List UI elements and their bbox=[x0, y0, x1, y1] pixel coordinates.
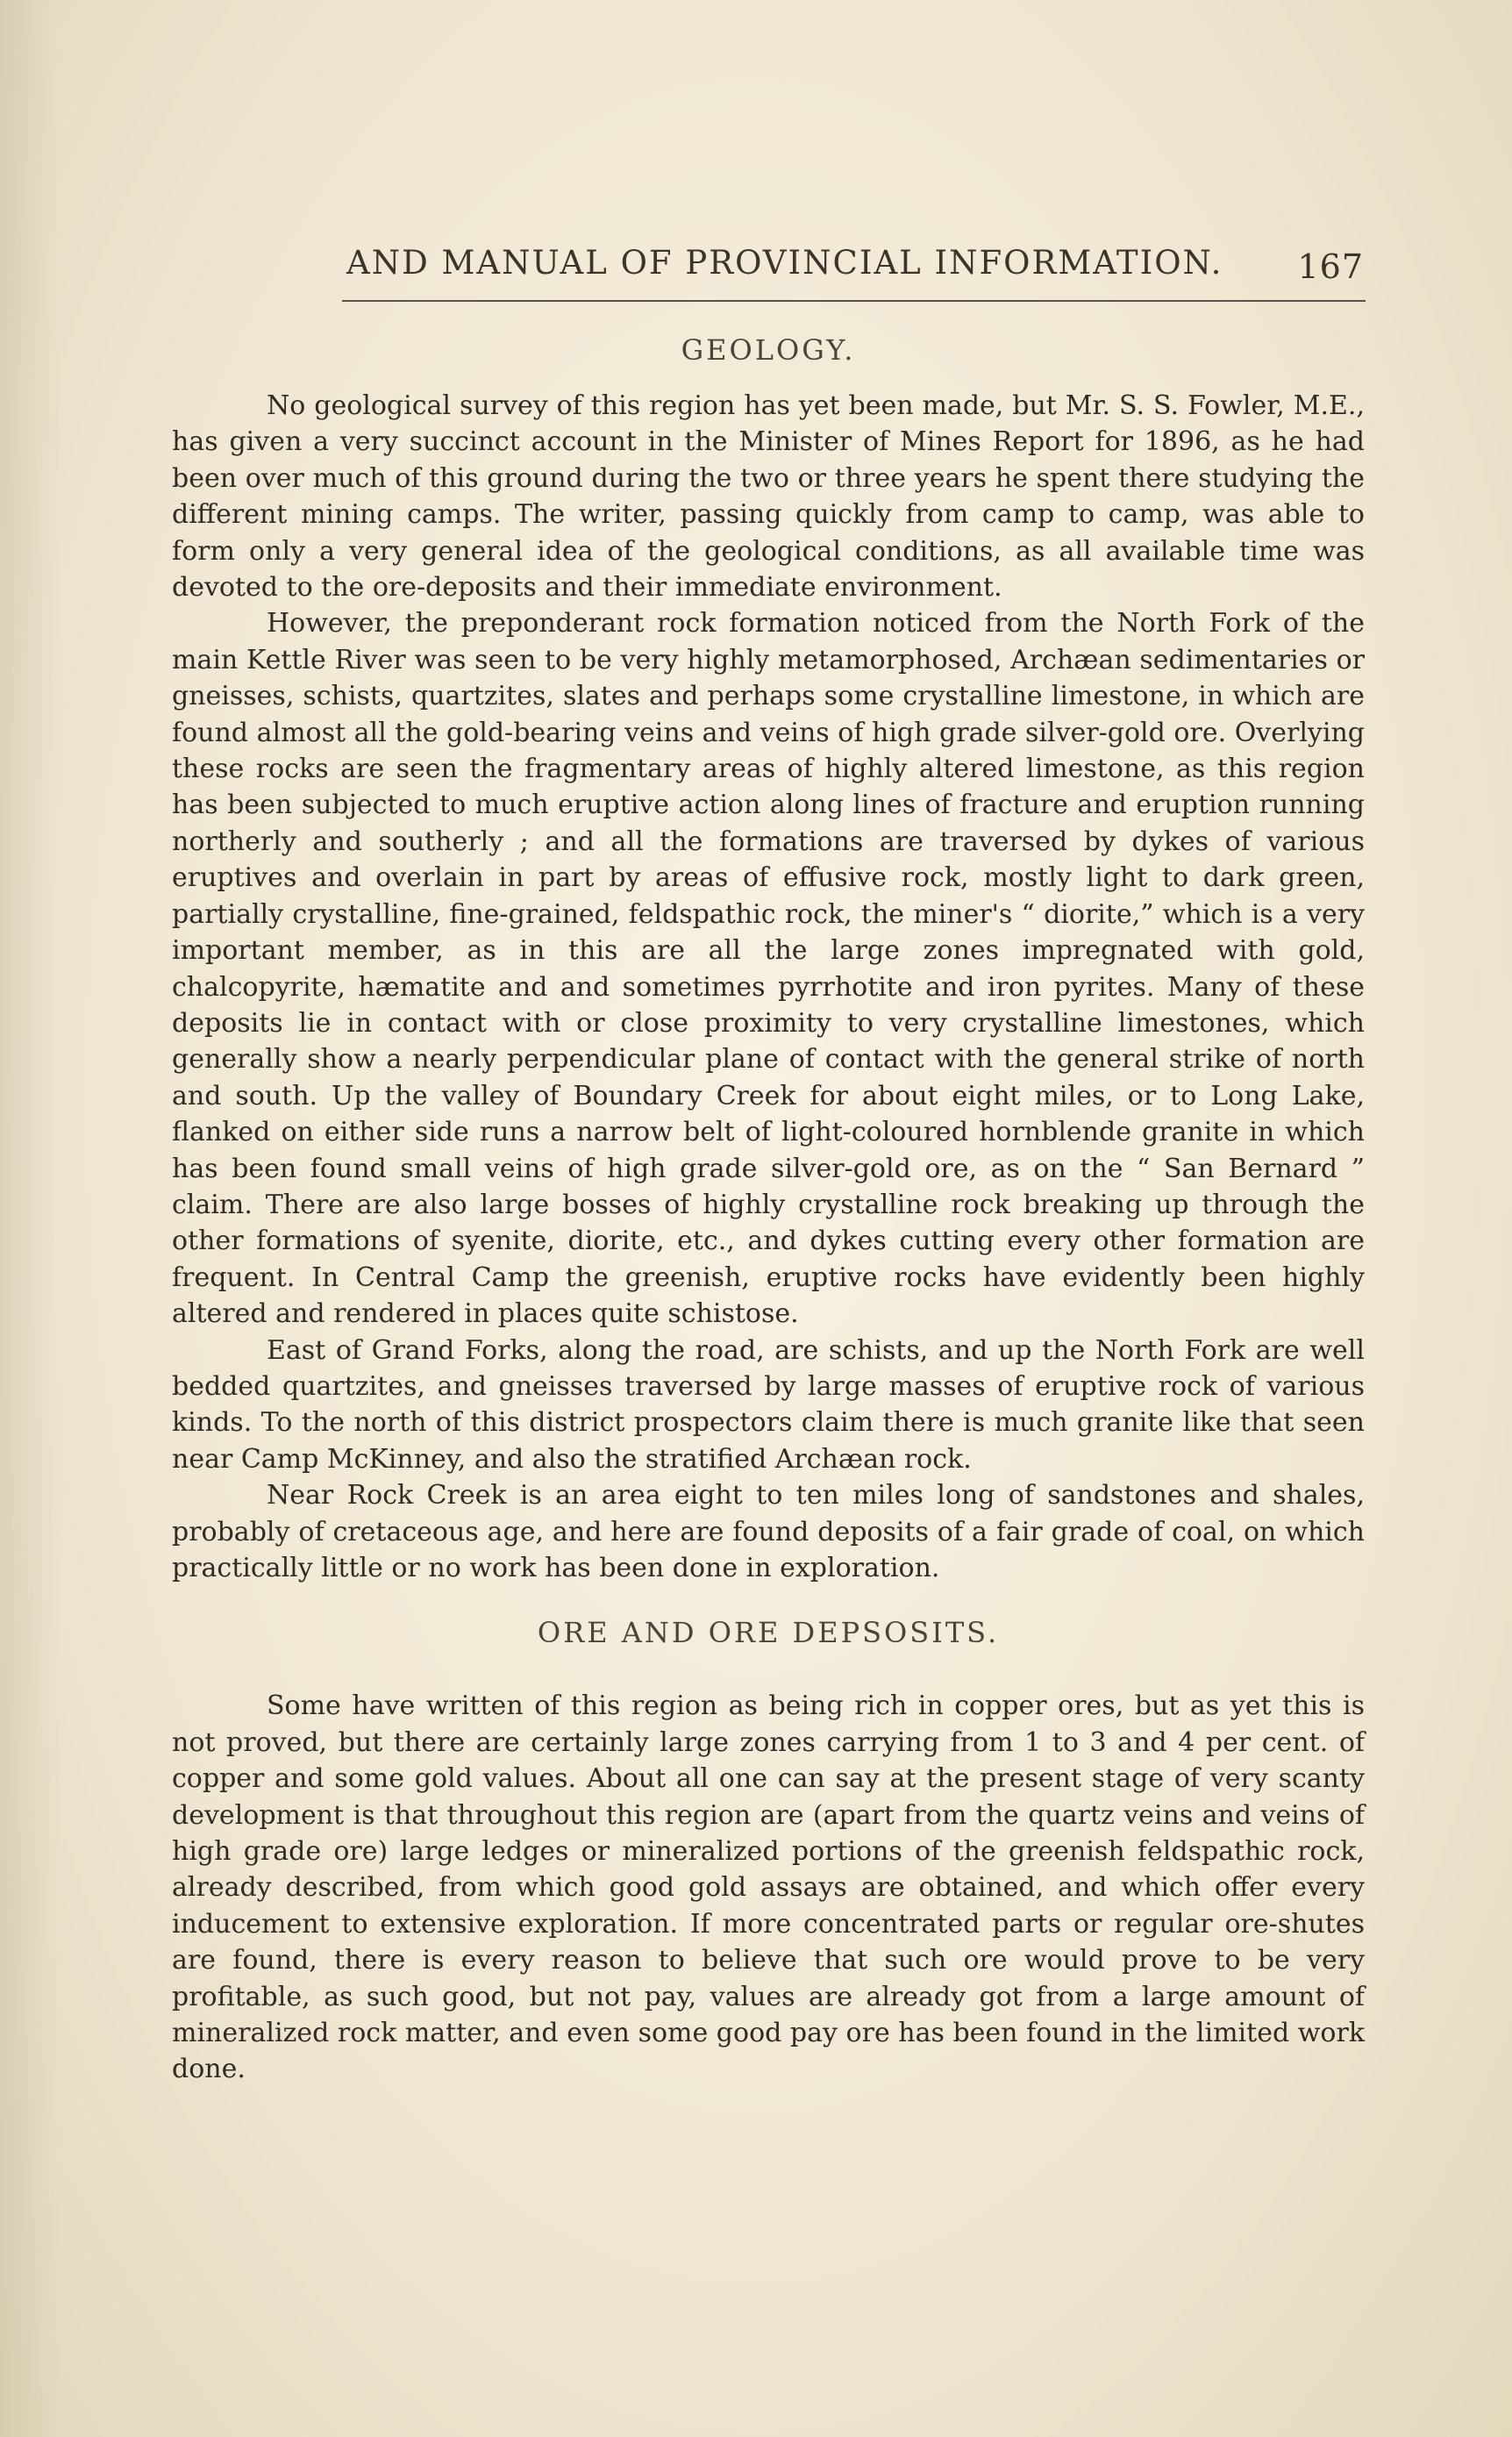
ore-deposits-heading: ORE AND ORE DEPSOSITS. bbox=[537, 1616, 1000, 1650]
running-head bbox=[346, 244, 1364, 286]
geology-paragraph-3: East of Grand Forks, along the road, are schists, and up the North Fork are well bedded quartzites, and gneisses traversed by large masses of eruptive rock of various kinds. To the north of this district prospectors claim there is much granite like that seen near Camp McKinney, and also the stratified Archæan rock. bbox=[172, 1334, 1365, 1475]
header-rule bbox=[342, 300, 1366, 302]
geology-paragraph-4: Near Rock Creek is an area eight to ten miles long of sandstones and shales, probably of cretaceous age, and here are found deposits of a fair grade of coal, on which practically little or no work has been done in exploration. bbox=[172, 1480, 1365, 1583]
running-head-title: AND MANUAL OF PROVINCIAL INFORMATION. bbox=[346, 244, 1223, 282]
geology-paragraph-2: However, the preponderant rock formation noticed from the North Fork of the main Kettle River was seen to be very highly metamorphosed, Archæan sedimentaries or gneisses, schists, quartzites, slates and perhaps some crystalline limestone, in which are found almost all the gold-bearing veins and veins of high grade silver-gold ore. Overlying these rocks are seen the fragmentary areas of highly altered limestone, as this region has been subjected to much eruptive action along lines of fracture and eruption running northerly and southerly ; and all the formations are traversed by dykes of various eruptives and overlain in part by areas of effusive rock, mostly light to dark green, partially crystalline, fine-grained, feldspathic rock, the miner's “ diorite,” which is a very important member, as in this are all the large zones impregnated with gold, chalcopyrite, hæmatite and and sometimes pyrrhotite and iron pyrites. Many of these deposits lie in contact with or close proximity to very crystalline limestones, which generally show a nearly perpendicular plane of contact with the general strike of north and south. Up the valley of Boundary Creek for about eight miles, or to Long Lake, flanked on either side runs a narrow belt of light-coloured hornblende granite in which has been found small veins of high grade silver-gold ore, as on the “ San Bernard ” claim. There are also large bosses of highly crystalline rock breaking up through the other formations of syenite, diorite, etc., and dykes cutting every other formation are frequent. In Central Camp the greenish, eruptive rocks have evidently been highly altered and rendered in places quite schistose. bbox=[172, 608, 1365, 1330]
geology-paragraph-1: No geological survey of this region has yet been made, but Mr. S. S. Fowler, M.E., has given a very succinct account in the Minister of Mines Report for 1896, as he had been over much of this ground during the two or three years he spent there studying the different mining camps. The writer, passing quickly from camp to camp, was able to form only a very general idea of the geological conditions, as all available time was devoted to the ore-deposits and their immediate environment. bbox=[172, 390, 1365, 604]
ore-paragraph-1: Some have written of this region as being rich in copper ores, but as yet this is not proved, but there are certainly large zones carrying from 1 to 3 and 4 per cent. of copper and some gold values. About all one can say at the present stage of very scanty development is that throughout this region are (apart from the quartz veins and veins of high grade ore) large ledges or mineralized portions of the greenish feldspathic rock, already described, from which good gold assays are obtained, and which offer every inducement to extensive exploration. If more concentrated parts or regular ore-shutes are found, there is every reason to believe that such ore would prove to be very profitable, as such good, but not pay, values are already got from a large amount of mineralized rock matter, and even some good pay ore has been found in the limited work done. bbox=[172, 1690, 1365, 2085]
geology-heading: GEOLOGY. bbox=[681, 333, 856, 367]
page-body bbox=[172, 326, 1365, 2088]
page-number: 167 bbox=[1297, 247, 1364, 286]
